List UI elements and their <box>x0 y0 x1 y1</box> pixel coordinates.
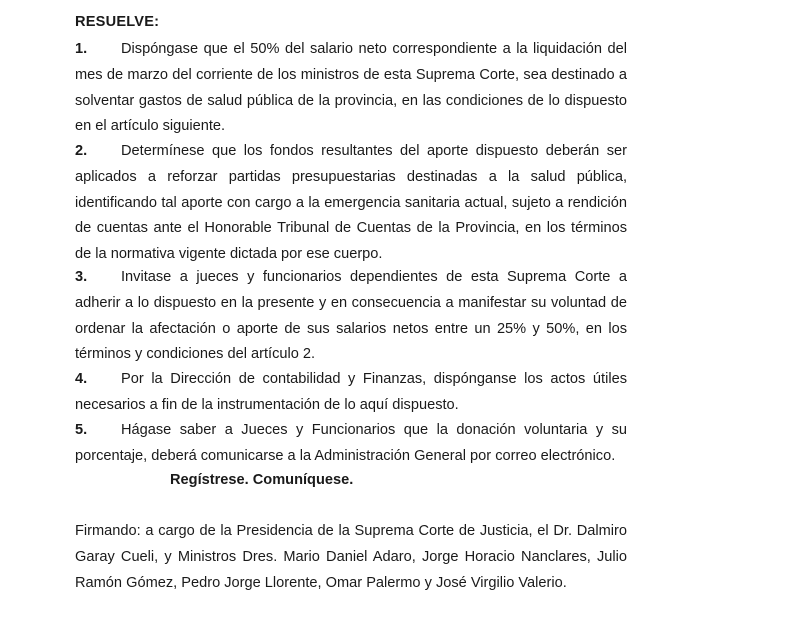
resolution-item-5 <box>75 418 627 470</box>
resolution-item-2 <box>75 139 627 268</box>
item-text: Hágase saber a Jueces y Funcionarios que la donación voluntaria y su porcentaje, deberá comunicarse a la Administración General por correo electrónico. <box>75 422 627 464</box>
signers-paragraph: Firmando: a cargo de la Presidencia de la Suprema Corte de Justicia, el Dr. Dalmiro Garay Cueli, y Ministros Dres. Mario Daniel Adaro, Jorge Horacio Nanclares, Julio Ramón Gómez, Pedro Jorge Llorente, Omar Palermo y José Virgilio Valerio. <box>75 523 627 591</box>
closing-formula: Regístrese. Comuníquese. <box>170 472 354 488</box>
item-text: Determínese que los fondos resultantes del aporte dispuesto deberán ser aplicados a reforzar partidas presupuestarias destinadas a la salud pública, identificando tal aporte con cargo a la emergencia sanitaria actual, sujeto a rendición de cuentas ante el Honorable Tribunal de Cuentas de la Provincia, en los términos de la normativa vigente dictada por ese cuerpo. <box>75 143 627 263</box>
resolution-item-4 <box>75 367 627 419</box>
resolution-item-1 <box>75 37 627 140</box>
item-number: 1. <box>75 41 88 57</box>
resolution-item-3 <box>75 265 627 368</box>
item-number: 5. <box>75 422 88 438</box>
item-number: 4. <box>75 371 88 387</box>
item-text: Dispóngase que el 50% del salario neto correspondiente a la liquidación del mes de marzo del corriente de los ministros de esta Suprema Corte, sea destinado a solventar gastos de salud pública de la provincia, en las condiciones de lo dispuesto en el artículo siguiente. <box>75 41 627 135</box>
item-number: 3. <box>75 269 88 285</box>
resolution-heading: RESUELVE: <box>75 14 160 30</box>
item-text: Por la Dirección de contabilidad y Finanzas, dispónganse los actos útiles necesarios a fin de la instrumentación de lo aquí dispuesto. <box>75 371 627 413</box>
item-number: 2. <box>75 143 88 159</box>
item-text: Invitase a jueces y funcionarios dependientes de esta Suprema Corte a adherir a lo dispuesto en la presente y en consecuencia a manifestar su voluntad de ordenar la afectación o aporte de sus salarios netos entre un 25% y 50%, en los términos y condiciones del artículo 2. <box>75 269 627 363</box>
